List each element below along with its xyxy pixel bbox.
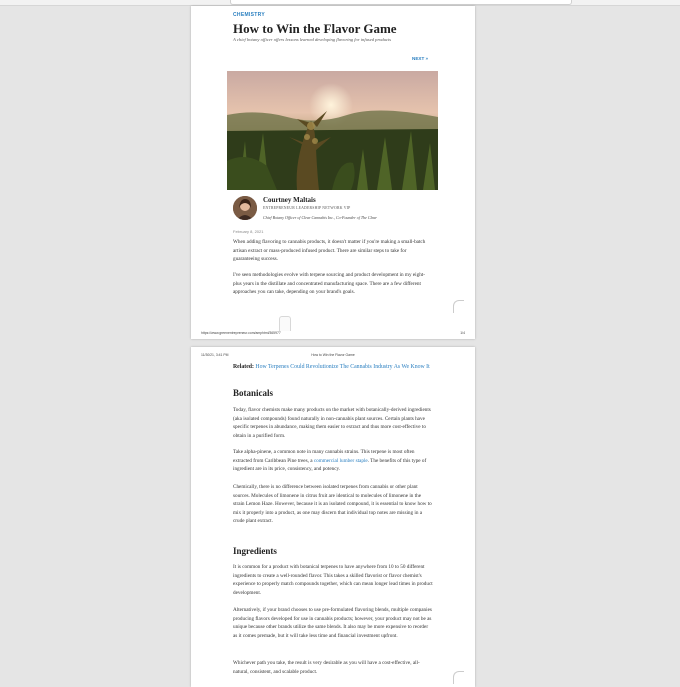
print-footer-page-number: 1/4 — [460, 331, 465, 335]
category-label[interactable]: CHEMISTRY — [233, 12, 265, 18]
next-link[interactable]: NEXT » — [412, 56, 429, 61]
viewer-toolbar-handle[interactable] — [230, 0, 572, 5]
body-paragraph: I've seen methodologies evolve with terpene sourcing and product development in my eight-plus years in the distillate and concentrated manufacturing space. There are a few different approaches you can take, depending on your brand's goals. — [233, 272, 425, 296]
related-article — [233, 363, 433, 372]
article-subtitle: A chief botany officer offers lessons learned developing flavoring for infused products — [233, 37, 392, 42]
body-paragraph: When adding flavoring to cannabis products, it doesn't matter if you're making a small-batch artisan extract or mass-produced infused product. There are similar steps to take for guaranteeing success. — [233, 239, 426, 263]
body-paragraph: Whichever path you take, the result is very desirable as you will have a cost-effective, all-natural, consistent, and scalable product. — [233, 660, 420, 675]
paragraph-text: Take alpha-pinene, a common note in many cannabis strains. This terpene is most often extracted from Caribbean Pine trees, a — [233, 449, 415, 464]
author-network: ENTREPRENEUR LEADERSHIP NETWORK VIP — [263, 206, 351, 210]
section-heading-botanicals: Botanicals — [233, 388, 274, 398]
pdf-page-2 — [191, 347, 475, 687]
related-link[interactable]: How Terpenes Could Revolutionize The Cannabis Industry As We Know It — [255, 364, 430, 370]
body-paragraph: Today, flavor chemists make many products on the market with botanically-derived ingredients (aka isolated compounds) found naturally in non-cannabis plant sources. Certain plants have specific terpenes in abundance, making them easier to extract and thus more cost-effective to obtain in a purified form. — [233, 407, 431, 439]
body-paragraph: Alternatively, if your brand chooses to use pre-formulated flavoring blends, multiple companies producing flavors developed for use in cannabis products; however, your product may not be as unique because other brands utilize the same blends. It also may be more expensive to reorder as it comes premade, but it will take less time and financial investment upfront. — [233, 607, 432, 639]
page-tab-marker — [279, 316, 291, 331]
author-name[interactable]: Courtney Maltais — [263, 196, 316, 204]
paragraph-text: . The benefits of this type of ingredient are in its price, consistency, and potency. — [233, 457, 427, 473]
print-header-date: 11/30/21, 3:41 PM — [201, 353, 229, 357]
author-role: Chief Botany Officer of Clear Cannabis Inc., Co-Founder of The Clear — [263, 215, 377, 220]
page-curl-decoration — [453, 300, 464, 313]
print-footer-url: https://www.greenentrepreneur.com/amphtml/365977 — [201, 331, 281, 335]
author-avatar — [233, 196, 257, 220]
commercial-lumber-link[interactable]: commercial lumber staple — [313, 457, 368, 464]
body-paragraph: Chemically, there is no difference between isolated terpenes from cannabis or other plant sources. Molecules of limonene in citrus fruit are identical to molecules of limonene in the strain Lemon Haze. However, because it is an isolated compound, it is essential to know how to mix it properly into a product, as one may discern that individual top notes are missing in a crude plant extract. — [233, 484, 432, 525]
related-label: Related: — [233, 364, 254, 370]
section-heading-ingredients: Ingredients — [233, 546, 277, 556]
publish-date: February 8, 2021 — [233, 229, 264, 234]
pdf-page-1 — [191, 6, 475, 339]
hero-image — [227, 71, 438, 190]
print-header-title: How to Win the Flavor Game — [311, 353, 355, 357]
article-title: How to Win the Flavor Game — [233, 21, 397, 36]
page-curl-decoration — [453, 671, 464, 684]
body-paragraph: It is common for a product with botanical terpenes to have anywhere from 10 to 50 different ingredients to create a well-rounded flavor. This takes a skilled flavorist or flavor chemist's experience to properly match compounds together, which can mean longer lead times in product development. — [233, 564, 433, 596]
body-paragraph — [233, 448, 433, 474]
